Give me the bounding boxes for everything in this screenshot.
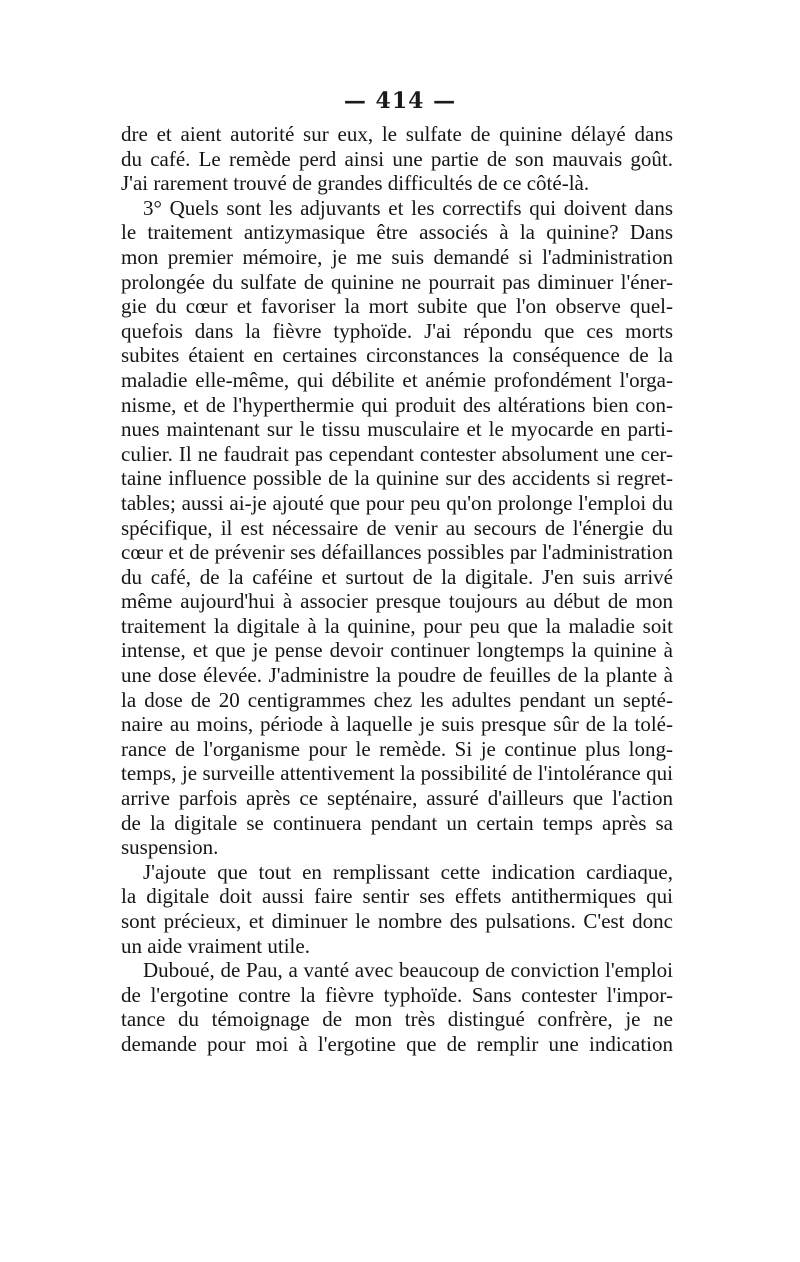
text-line: tance du témoignage de mon très distingué confrère, je ne bbox=[121, 1007, 673, 1032]
text-line: de la digitale se continuera pendant un certain temps après sa bbox=[121, 810, 673, 835]
text-line: culier. Il ne faudrait pas cependant contester absolument une cer- bbox=[121, 441, 673, 466]
text-line: 3° Quels sont les adjuvants et les correctifs qui doivent dans bbox=[143, 195, 673, 220]
text-line: J'ai rarement trouvé de grandes difficultés de ce côté-là. bbox=[121, 171, 590, 196]
text-line: subites étaient en certaines circonstances la conséquence de la bbox=[121, 343, 673, 368]
text-line: la dose de 20 centigrammes chez les adultes pendant un septé- bbox=[121, 687, 673, 712]
text-line: quefois dans la fièvre typhoïde. J'ai répondu que ces morts bbox=[121, 318, 673, 343]
text-line: Duboué, de Pau, a vanté avec beaucoup de conviction l'emploi bbox=[143, 958, 673, 983]
text-line: une dose élevée. J'administre la poudre de feuilles de la plante à bbox=[121, 663, 673, 688]
text-line: suspension. bbox=[121, 835, 219, 860]
text-line: le traitement antizymasique être associés à la quinine? Dans bbox=[121, 220, 673, 245]
text-line: la digitale doit aussi faire sentir ses effets antithermiques qui bbox=[121, 884, 673, 909]
text-line: de l'ergotine contre la fièvre typhoïde. Sans contester l'impor- bbox=[121, 982, 673, 1007]
text-line: du café, de la caféine et surtout de la digitale. J'en suis arrivé bbox=[121, 564, 673, 589]
text-line: nues maintenant sur le tissu musculaire et le myocarde en parti- bbox=[121, 417, 673, 442]
text-line: temps, je surveille attentivement la possibilité de l'intolérance qui bbox=[121, 761, 673, 786]
text-line: prolongée du sulfate de quinine ne pourrait pas diminuer l'éner- bbox=[121, 269, 673, 294]
page-number: — 414 — bbox=[343, 88, 457, 114]
text-line: J'ajoute que tout en remplissant cette indication cardiaque, bbox=[143, 859, 673, 884]
text-line: traitement la digitale à la quinine, pour peu que la maladie soit bbox=[121, 613, 673, 638]
text-line: dre et aient autorité sur eux, le sulfate de quinine délayé dans bbox=[121, 122, 673, 146]
text-line: demande pour moi à l'ergotine que de remplir une indication bbox=[121, 1031, 673, 1056]
text-line: nisme, et de l'hyperthermie qui produit des altérations bien con- bbox=[121, 392, 673, 417]
text-line: mon premier mémoire, je me suis demandé si l'administration bbox=[121, 244, 673, 269]
text-line: tables; aussi ai-je ajouté que pour peu qu'on prolonge l'emploi du bbox=[121, 490, 673, 515]
text-line: intense, et que je pense devoir continuer longtemps la quinine à bbox=[121, 638, 673, 663]
text-line: gie du cœur et favoriser la mort subite que l'on observe quel- bbox=[121, 294, 673, 319]
text-line: arrive parfois après ce septénaire, assuré d'ailleurs que l'action bbox=[121, 786, 673, 811]
text-line: même aujourd'hui à associer presque toujours au début de mon bbox=[121, 589, 673, 614]
text-line: cœur et de prévenir ses défaillances possibles par l'administration bbox=[121, 540, 673, 565]
body-text bbox=[121, 122, 673, 1057]
text-line: naire au moins, période à laquelle je suis presque sûr de la tolé- bbox=[121, 712, 673, 737]
text-line: du café. Le remède perd ainsi une partie de son mauvais goût. bbox=[121, 146, 673, 171]
text-line: taine influence possible de la quinine sur des accidents si regret- bbox=[121, 466, 673, 491]
text-line: sont précieux, et diminuer le nombre des pulsations. C'est donc bbox=[121, 909, 673, 933]
text-line: maladie elle-même, qui débilite et anémie profondément l'orga- bbox=[121, 367, 673, 392]
text-line: spécifique, il est nécessaire de venir au secours de l'énergie du bbox=[121, 515, 673, 540]
text-line: un aide vraiment utile. bbox=[121, 933, 310, 958]
text-line: rance de l'organisme pour le remède. Si je continue plus long- bbox=[121, 736, 673, 761]
